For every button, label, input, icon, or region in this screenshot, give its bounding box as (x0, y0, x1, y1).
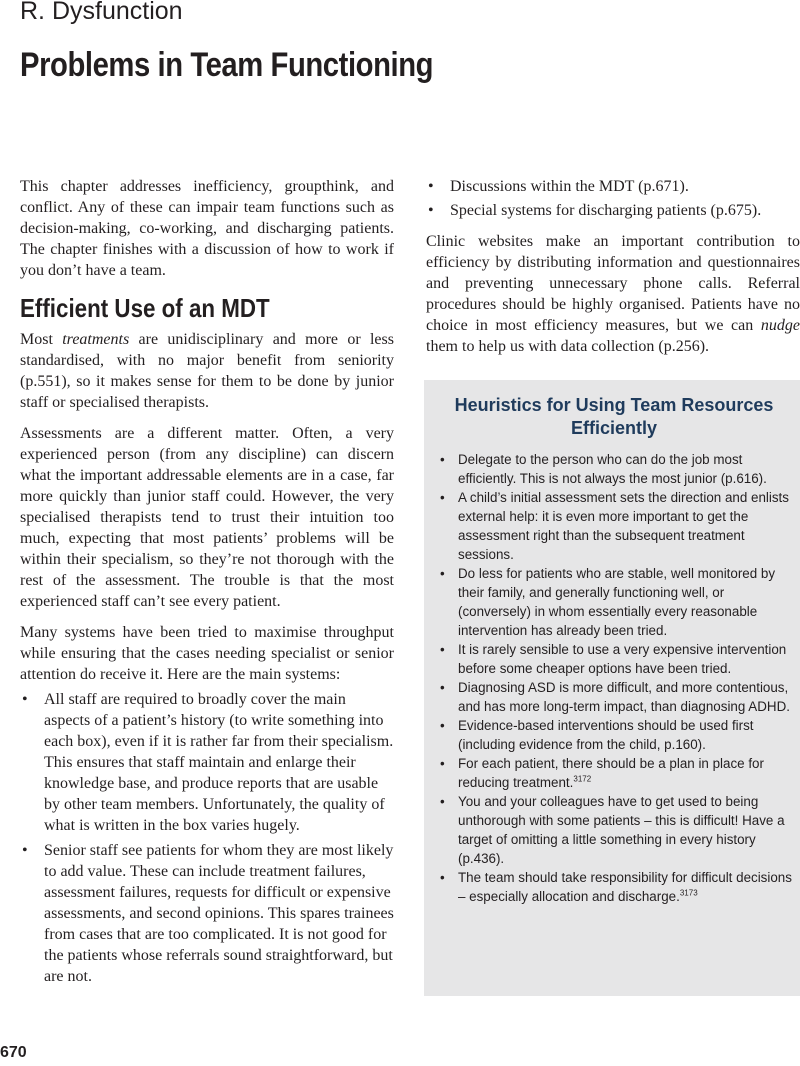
list-item: • Delegate to the person who can do the job most efficiently. This is not always the most junior (p.616). (440, 452, 767, 486)
page-number: 670 (0, 1044, 27, 1061)
heuristics-box (424, 380, 800, 996)
right-column (426, 176, 800, 367)
citation-ref: 3172 (573, 774, 592, 784)
intro-paragraph: This chapter addresses inefficiency, groupthink, and conflict. Any of these can impair team functions such as decision-making, co-working, and discharging patients. The chapter finishes with a discussion of how to work if you don’t have a team. (20, 178, 394, 279)
list-item: • Senior staff see patients for whom they are most likely to add value. These can include treatment failures, assessment failures, requests for difficult or expensive assessments, and second opinions. This spares trainees from cases that are too complicated. It is not good for the patients whose referrals sound straightforward, but are not. (22, 842, 394, 985)
heuristics-box-title: Heuristics for Using Team Resources Efficiently (454, 395, 774, 438)
list-item: • The team should take responsibility for difficult decisions – especially allocation and discharge.$^{3173}$ (440, 870, 792, 904)
treatments-paragraph: Most treatments are unidisciplinary and more or less standardised, with no major benefit from seniority (p.551), so it makes sense for them to be done by junior staff or specialised therapists. (20, 331, 394, 411)
list-item: • All staff are required to broadly cover the main aspects of a patient’s history (to write something into each box), even if it is rather far from their specialism. This ensures that staff maintain and enlarge their knowledge base, and produce reports that are usable by other team members. Unfortunately, the quality of what is written in the box varies hugely. (22, 691, 394, 834)
list-item: • Special systems for discharging patients (p.675). (428, 202, 762, 219)
list-item: • A child’s initial assessment sets the direction and enlists external help: it is even more important to get the assessment right than the subsequent treatment sessions. (440, 490, 789, 562)
mdt-list (426, 176, 800, 221)
list-item: • It is rarely sensible to use a very expensive intervention before some cheaper options have been tried. (440, 642, 787, 676)
assessments-paragraph: Assessments are a different matter. Often, a very experienced person (from any discipline) can discern what the important addressable elements are in a case, far more quickly than junior staff could. However, the very specialised therapists tend to trust their intuition too much, expecting that most patients’ problems will be within their specialism, so they’re not thorough with the rest of the assessment. The trouble is that the most experienced staff can’t see every patient. (20, 425, 394, 610)
systems-list (20, 689, 394, 987)
heuristics-list (436, 450, 792, 906)
section-heading: Efficient Use of an MDT (20, 293, 270, 323)
systems-paragraph: Many systems have been tried to maximise throughput while ensuring that the cases needing specialist or senior attention do receive it. Here are the main systems: (20, 624, 394, 683)
left-column (20, 176, 394, 991)
list-item: • Diagnosing ASD is more difficult, and more contentious, and has more long-term impact, than diagnosing ADHD. (440, 680, 790, 714)
list-item: • Do less for patients who are stable, well monitored by their family, and generally functioning well, or (conversely) in whom essentially every reasonable intervention has already been tried. (440, 566, 776, 638)
section-label: R. Dysfunction (20, 0, 183, 25)
list-item: • You and your colleagues have to get used to being unthorough with some patients – this is difficult! Have a target of omitting a little something in every history (p.436). (440, 794, 785, 866)
list-item: • For each patient, there should be a plan in place for reducing treatment.$^{3172}$ (440, 756, 764, 790)
websites-paragraph: Clinic websites make an important contribution to efficiency by distributing information and questionnaires and preventing unnecessary phone calls. Referral procedures should be highly organised. Patients have no choice in most efficiency measures, but we can nudge them to help us with data collection (p.256). (426, 233, 800, 355)
list-item: • Discussions within the MDT (p.671). (428, 178, 689, 195)
chapter-title: Problems in Team Functioning (20, 46, 434, 84)
list-item: • Evidence-based interventions should be used first (including evidence from the child, p.160). (440, 718, 754, 752)
citation-ref: 3173 (679, 888, 698, 898)
